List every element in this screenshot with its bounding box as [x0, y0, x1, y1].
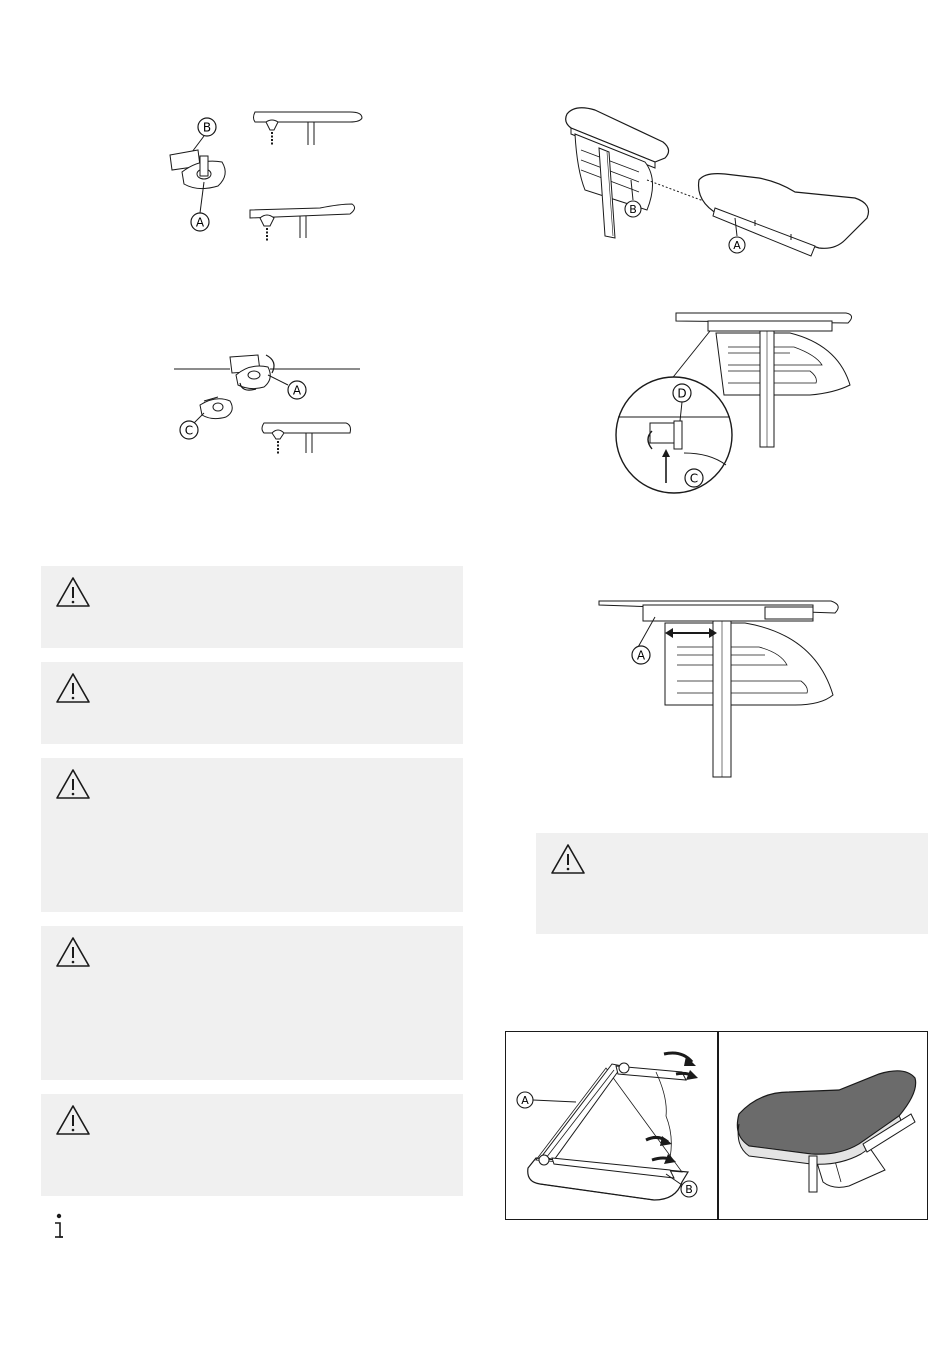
label-b [198, 118, 216, 136]
figure-slide-adjust [595, 595, 850, 780]
warning-box-2 [41, 662, 463, 744]
label-c [685, 469, 703, 487]
label-a-text: A [733, 239, 741, 252]
warning-box-4 [41, 926, 463, 1080]
warning-box-1 [41, 566, 463, 648]
warning-box-5 [41, 1094, 463, 1196]
label-a [632, 646, 650, 664]
label-c-text: C [184, 423, 194, 438]
label-a [517, 1092, 533, 1108]
figure-folding-table-panels [505, 1031, 928, 1220]
label-a-text: A [636, 648, 646, 663]
panel-assembled-view [719, 1032, 927, 1218]
warning-triangle-icon [55, 576, 91, 608]
warning-box-6 [536, 833, 928, 934]
label-a [288, 381, 306, 399]
warning-triangle-icon [55, 768, 91, 800]
warning-triangle-icon [55, 672, 91, 704]
label-d-text: D [677, 386, 687, 401]
label-a [729, 237, 745, 253]
label-a-text: A [195, 215, 205, 230]
label-b [625, 201, 641, 217]
figure-clamp-assembly [160, 100, 380, 250]
figure-armrest-table-attach [555, 100, 885, 265]
label-d [673, 384, 691, 402]
info-icon [52, 1212, 66, 1242]
label-b [681, 1181, 697, 1197]
warning-triangle-icon [55, 1104, 91, 1136]
warning-triangle-icon [55, 936, 91, 968]
label-b-text: B [202, 120, 212, 135]
label-a [191, 213, 209, 231]
warning-box-3 [41, 758, 463, 912]
figure-lock-release [610, 305, 860, 500]
figure-clamp-rotation [170, 345, 370, 460]
panel-underside-view [506, 1032, 717, 1218]
label-b-text: B [685, 1183, 693, 1196]
label-c-text: C [689, 471, 699, 486]
warning-triangle-icon [550, 843, 586, 875]
label-a-text: A [521, 1094, 529, 1107]
label-b-text: B [629, 203, 637, 216]
label-a-text: A [292, 383, 302, 398]
label-c [180, 421, 198, 439]
